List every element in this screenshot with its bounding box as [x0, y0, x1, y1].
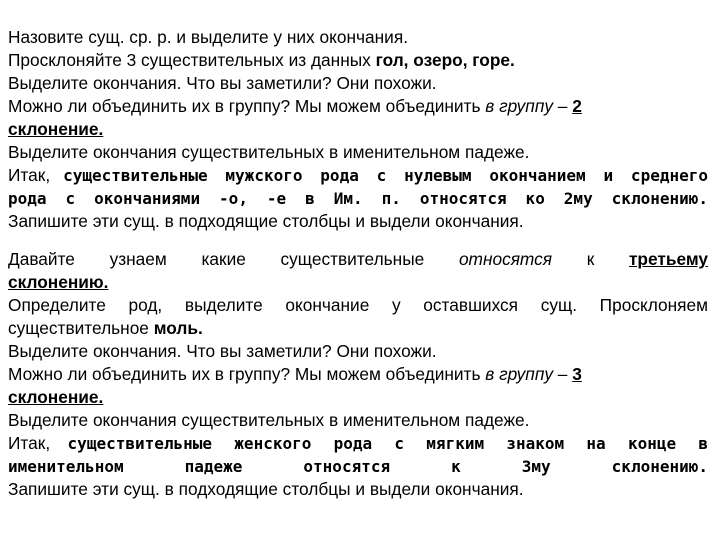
section-gap [8, 233, 708, 248]
dash: – [552, 96, 573, 116]
question-group-2 [8, 363, 708, 409]
conclusion-second-declension [8, 164, 708, 210]
instruction-write-columns-2: Запишите эти сущ. в подходящие столбцы и выдели окончания. [8, 479, 524, 499]
conclusion-intro: Итак, [8, 433, 68, 453]
conclusion-third-declension [8, 432, 708, 478]
italic-phrase: в группу [485, 96, 553, 116]
question-text: Можно ли объединить их в группу? Мы можем объединить [8, 364, 486, 384]
intro-text: Давайте узнаем какие существительные [8, 249, 459, 269]
declension-label: склонение. [8, 119, 104, 139]
instruction-text: Просклоняйте 3 существительных из данных [8, 50, 376, 70]
preposition: к [552, 249, 629, 269]
intro-third-declension [8, 248, 708, 271]
conclusion-intro: Итак, [8, 165, 64, 185]
instruction-define-gender [8, 294, 708, 340]
declension-label: склонение. [8, 387, 104, 407]
instruction-highlight-endings: Выделите окончания. Что вы заметили? Они похожи. [8, 73, 437, 93]
conclusion-rule: существительные мужского рода с нулевым окончанием и среднего рода с окончаниями -о, -е в Им. п. относятся ко 2му склонению. [8, 166, 708, 208]
declension-number: 2 [572, 96, 582, 116]
example-words: гол, озеро, горе. [375, 50, 515, 70]
instruction-name-nouns: Назовите сущ. ср. р. и выделите у них окончания. [8, 27, 408, 47]
question-group [8, 95, 708, 141]
example-word-mol: моль. [153, 318, 203, 338]
instruction-nominative-endings: Выделите окончания существительных в именительном падеже. [8, 142, 530, 162]
instruction-highlight-endings-2: Выделите окончания. Что вы заметили? Они похожи. [8, 341, 437, 361]
instruction-nominative-endings-2: Выделите окончания существительных в именительном падеже. [8, 410, 530, 430]
question-text: Можно ли объединить их в группу? Мы можем объединить [8, 96, 486, 116]
dash: – [552, 364, 573, 384]
conclusion-rule: существительные женского рода с мягким знаком на конце в именительном падеже относятся к 3му склонению. [8, 434, 708, 476]
intro-third-declension-cont [8, 271, 708, 294]
declension-word: склонению. [8, 272, 109, 292]
third-word: третьему [628, 249, 708, 269]
instruction-write-columns: Запишите эти сущ. в подходящие столбцы и выдели окончания. [8, 211, 524, 231]
italic-phrase: в группу [485, 364, 553, 384]
declension-number: 3 [572, 364, 582, 384]
instruction-decline-three [8, 49, 708, 72]
instruction-text: Определите род, выделите окончание у оставшихся сущ. Просклоняем существительное [8, 295, 708, 338]
italic-word: относятся [458, 249, 553, 269]
